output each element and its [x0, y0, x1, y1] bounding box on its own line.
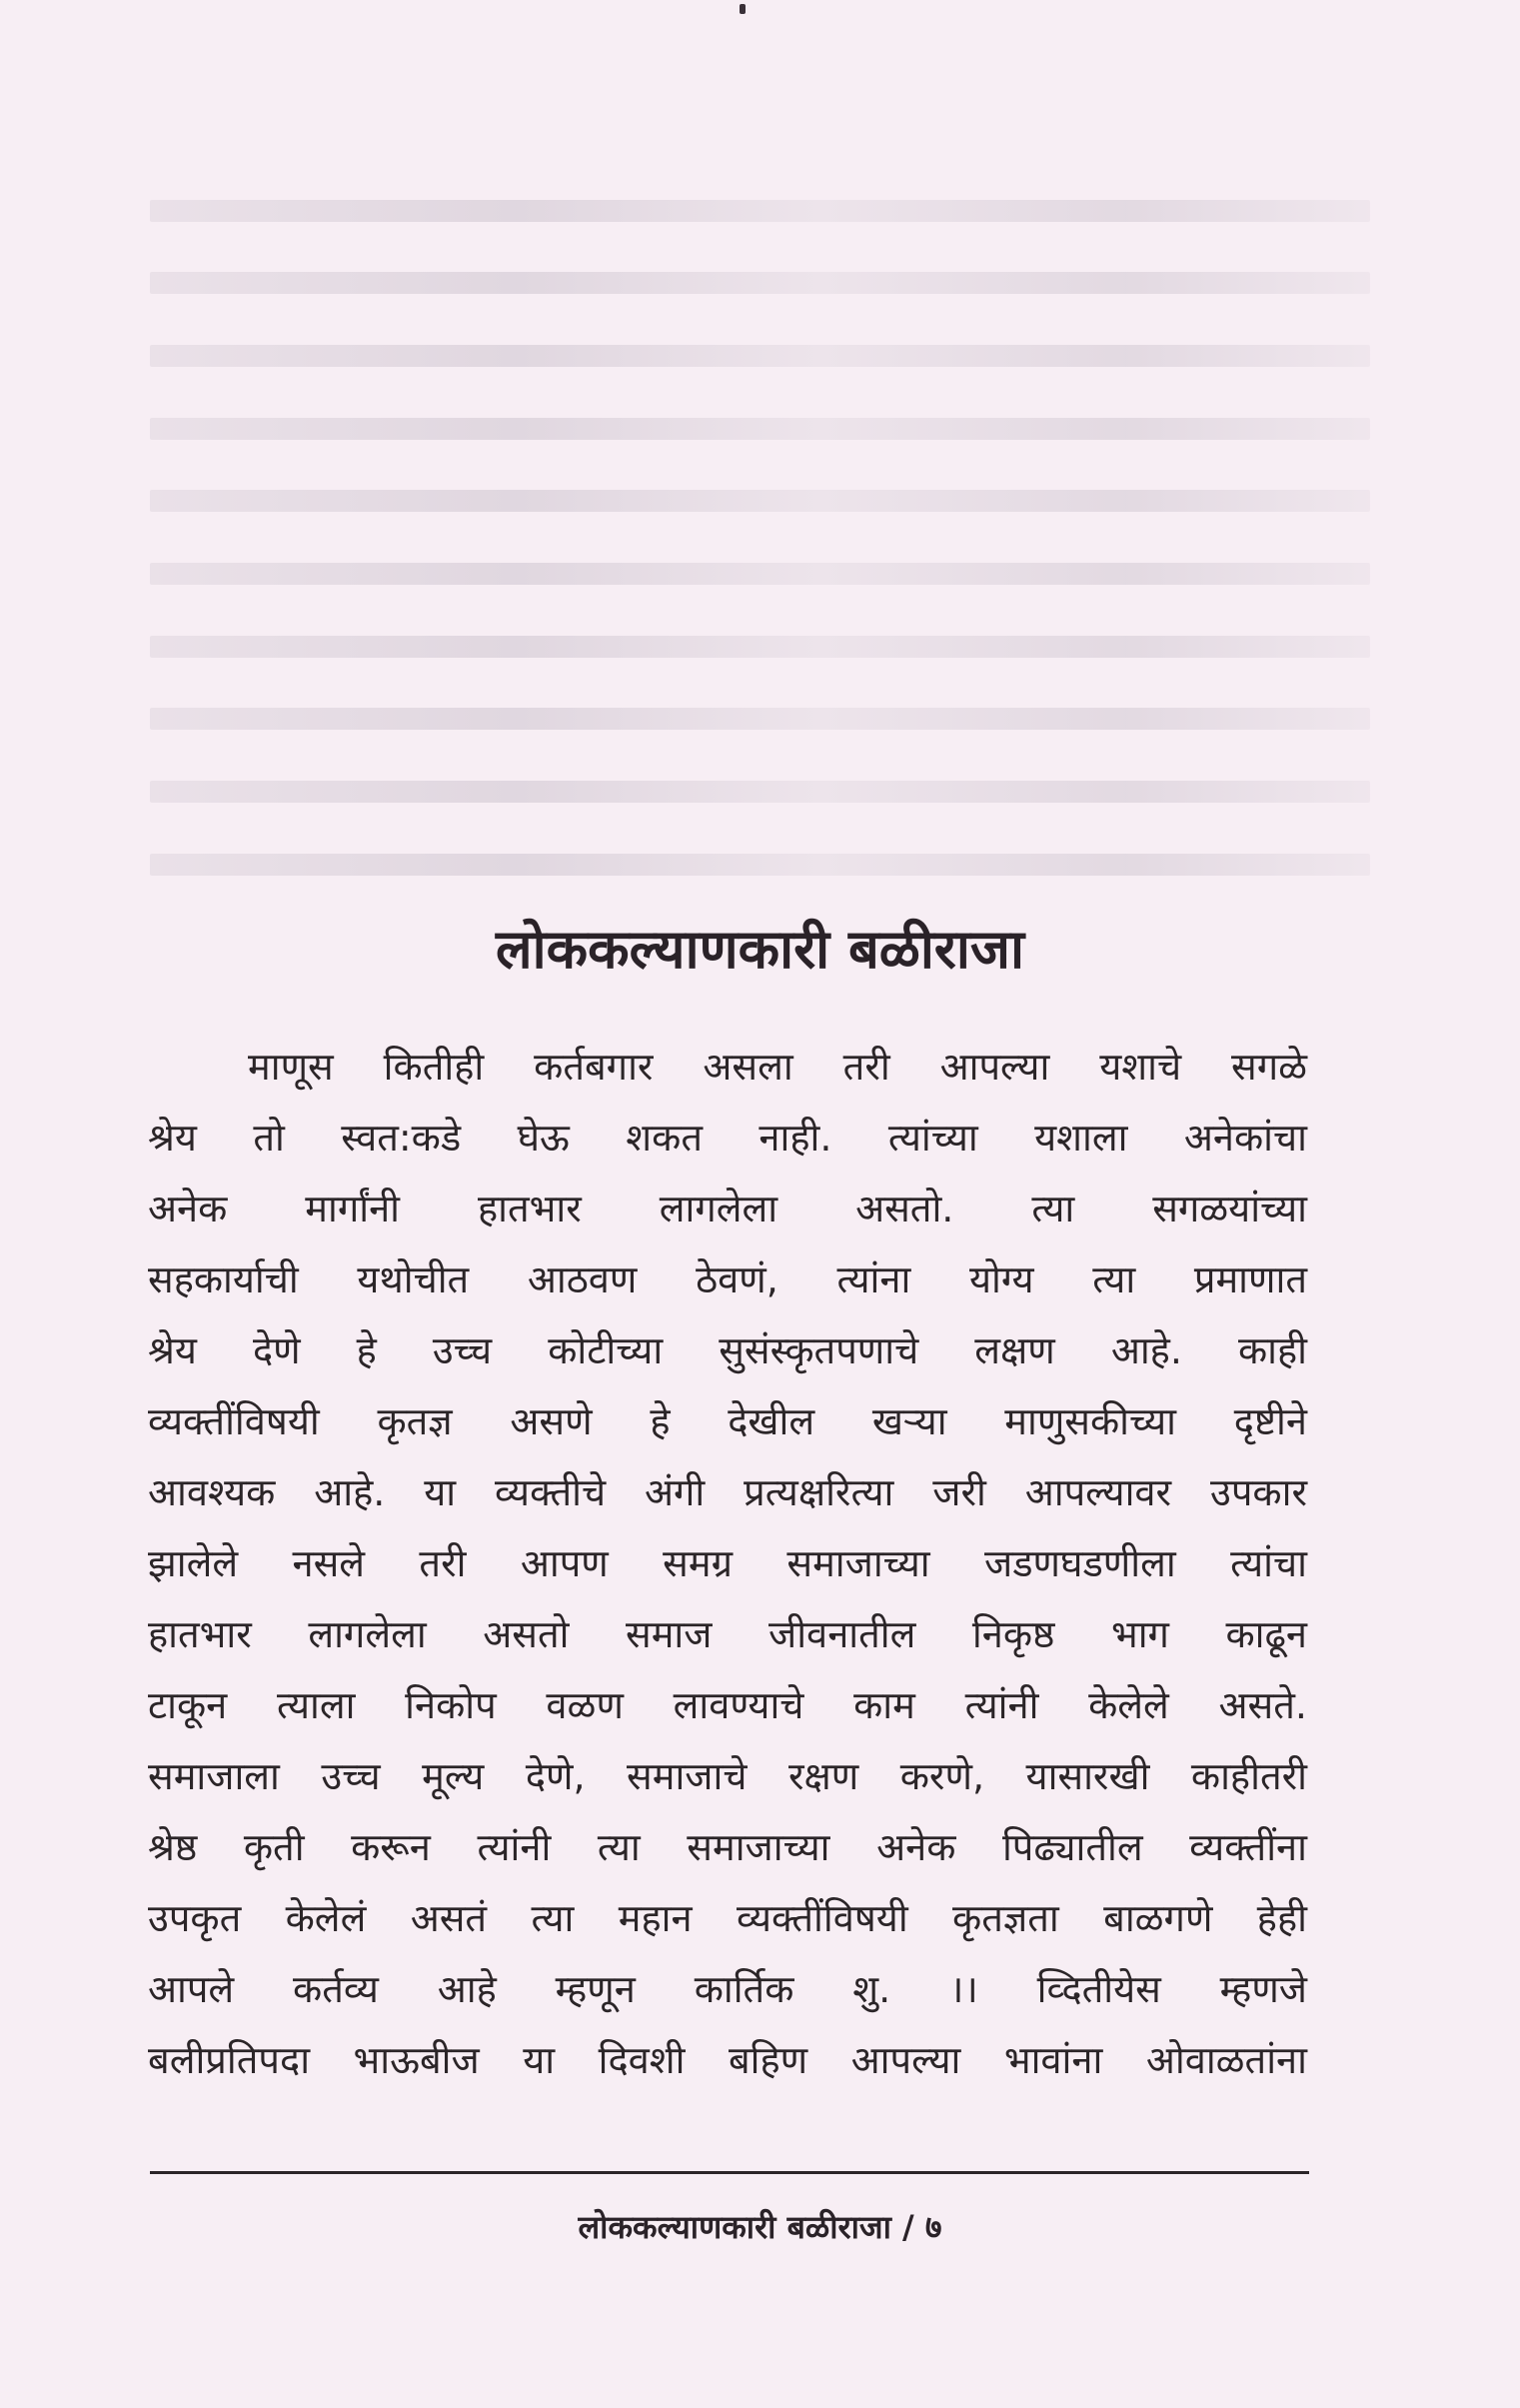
bleed-through-line — [150, 854, 1370, 876]
body-line: उपकृत केलेलं असतं त्या महान व्यक्तींविषयी कृतज्ञता बाळगणे हेही — [148, 1896, 1307, 1940]
body-line: बलीप्रतिपदा भाऊबीज या दिवशी बहिण आपल्या भावांना ओवाळतांना — [148, 2038, 1307, 2082]
bleed-through-line — [150, 200, 1370, 222]
bleed-through-line — [150, 418, 1370, 440]
body-line: हातभार लागलेला असतो समाज जीवनातील निकृष्ठ भाग काढून — [148, 1612, 1307, 1656]
body-line: श्रेय देणे हे उच्च कोटीच्या सुसंस्कृतपणाचे लक्षण आहे. काही — [148, 1328, 1307, 1372]
bleed-through-line — [150, 563, 1370, 585]
bleed-through-line — [150, 708, 1370, 730]
body-line: अनेक मार्गांनी हातभार लागलेला असतो. त्या सगळयांच्या — [148, 1187, 1307, 1230]
footer-separator: / — [890, 2208, 925, 2246]
body-line: व्यक्तींविषयी कृतज्ञ असणे हे देखील खऱ्या माणुसकीच्या दृष्टीने — [148, 1399, 1307, 1443]
body-line: श्रेय तो स्वत:कडे घेऊ शकत नाही. त्यांच्या यशाला अनेकांचा — [148, 1116, 1307, 1160]
body-line: आवश्यक आहे. या व्यक्तीचे अंगी प्रत्यक्षरित्या जरी आपल्यावर उपकार — [148, 1470, 1307, 1514]
body-line: झालेले नसले तरी आपण समग्र समाजाच्या जडणघडणीला त्यांचा — [148, 1541, 1307, 1585]
bleed-through-line — [150, 781, 1370, 803]
body-paragraph — [148, 1032, 1307, 2096]
body-line: श्रेष्ठ कृती करून त्यांनी त्या समाजाच्या अनेक पिढ्यातील व्यक्तींना — [148, 1825, 1307, 1869]
footer-rule — [150, 2171, 1309, 2174]
scan-speck — [740, 4, 746, 14]
footer-running-title: लोककल्याणकारी बळीराजा — [578, 2208, 891, 2246]
bleed-through-line — [150, 272, 1370, 294]
body-line: टाकून त्याला निकोप वळण लावण्याचे काम त्यांनी केलेले असते. — [148, 1683, 1307, 1727]
page-title: लोककल्याणकारी बळीराजा — [496, 918, 1024, 981]
bleed-through-line — [150, 636, 1370, 658]
body-line: आपले कर्तव्य आहे म्हणून कार्तिक शु. ।। व्दितीयेस म्हणजे — [148, 1967, 1307, 2011]
page-footer — [0, 2205, 1520, 2248]
body-line: सहकार्याची यथोचीत आठवण ठेवणं, त्यांना योग्य त्या प्रमाणात — [148, 1257, 1307, 1301]
page-number: ७ — [924, 2208, 942, 2246]
bleed-through-line — [150, 490, 1370, 512]
body-line: माणूस कितीही कर्तबगार असला तरी आपल्या यशाचे सगळे — [248, 1045, 1307, 1089]
bleed-through-line — [150, 345, 1370, 367]
body-line: समाजाला उच्च मूल्य देणे, समाजाचे रक्षण करणे, यासारखी काहीतरी — [148, 1754, 1307, 1798]
